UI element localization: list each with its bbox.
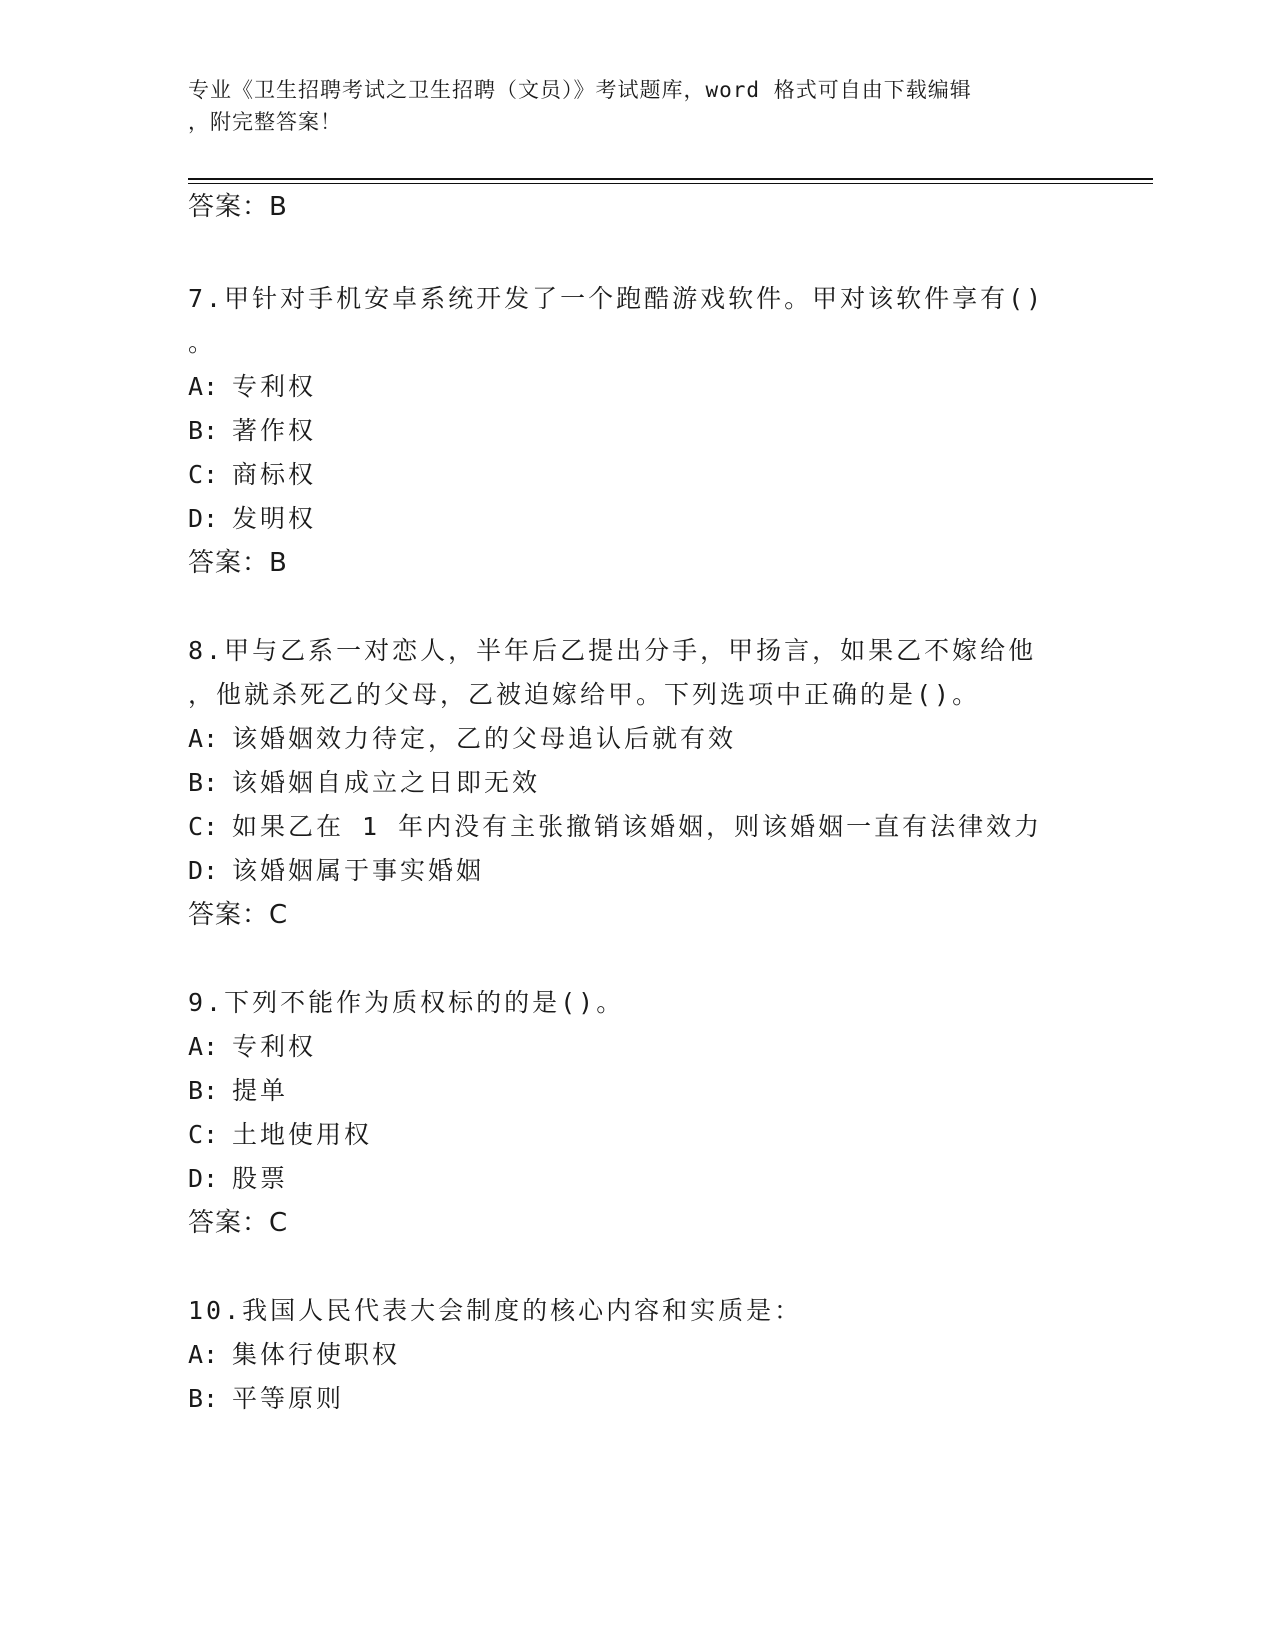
answer-line: 答案：B [188,548,288,578]
option-line [188,1382,344,1416]
option-text: 专利权 [232,1032,317,1061]
option-text: 该婚姻属于事实婚姻 [232,856,485,885]
option-text: 提单 [232,1076,289,1105]
option-line [188,1118,372,1152]
option-label: A: [188,1340,219,1369]
question-stem: 10.我国人民代表大会制度的核心内容和实质是： [188,1296,803,1325]
option-label: D: [188,504,219,533]
option-line [188,1030,316,1064]
option-line [188,1074,288,1108]
option-text: 集体行使职权 [232,1340,401,1369]
answer-line: 答案：B [188,192,288,222]
option-label: B: [188,1384,219,1413]
option-text: 商标权 [232,460,317,489]
option-line [188,414,316,448]
option-line [188,810,1042,844]
option-line [188,854,484,888]
question-stem: 。 [188,328,217,357]
option-text: 股票 [232,1164,289,1193]
option-line [188,370,316,404]
option-text: 如果乙在 1 年内没有主张撤销该婚姻，则该婚姻一直有法律效力 [232,812,1043,841]
option-label: B: [188,416,219,445]
option-label: B: [188,1076,219,1105]
option-text: 土地使用权 [232,1120,373,1149]
option-line [188,1338,400,1372]
option-text: 发明权 [232,504,317,533]
option-line [188,766,540,800]
option-label: D: [188,1164,219,1193]
option-line [188,502,316,536]
header-rule-thick [188,178,1153,180]
option-label: C: [188,812,219,841]
answer-line: 答案：C [188,900,289,930]
header-rule-thin [188,183,1153,184]
header-line-2: ，附完整答案！ [188,110,342,134]
option-label: D: [188,856,219,885]
option-label: C: [188,1120,219,1149]
header-line-1: 专业《卫生招聘考试之卫生招聘（文员）》考试题库，word 格式可自由下载编辑 [188,78,972,102]
question-stem: ，他就杀死乙的父母，乙被迫嫁给甲。下列选项中正确的是()。 [188,680,981,709]
option-line [188,722,736,756]
option-label: A: [188,372,219,401]
option-text: 该婚姻效力待定，乙的父母追认后就有效 [232,724,737,753]
option-text: 专利权 [232,372,317,401]
option-text: 著作权 [232,416,317,445]
option-label: C: [188,460,219,489]
option-label: A: [188,724,219,753]
option-text: 平等原则 [232,1384,345,1413]
question-stem: 8.甲与乙系一对恋人，半年后乙提出分手，甲扬言，如果乙不嫁给他 [188,636,1037,665]
question-stem: 9.下列不能作为质权标的的是()。 [188,988,625,1017]
option-text: 该婚姻自成立之日即无效 [232,768,541,797]
option-label: A: [188,1032,219,1061]
answer-line: 答案：C [188,1208,289,1238]
question-stem: 7.甲针对手机安卓系统开发了一个跑酷游戏软件。甲对该软件享有() [188,284,1045,313]
option-line [188,458,316,492]
option-label: B: [188,768,219,797]
option-line [188,1162,288,1196]
